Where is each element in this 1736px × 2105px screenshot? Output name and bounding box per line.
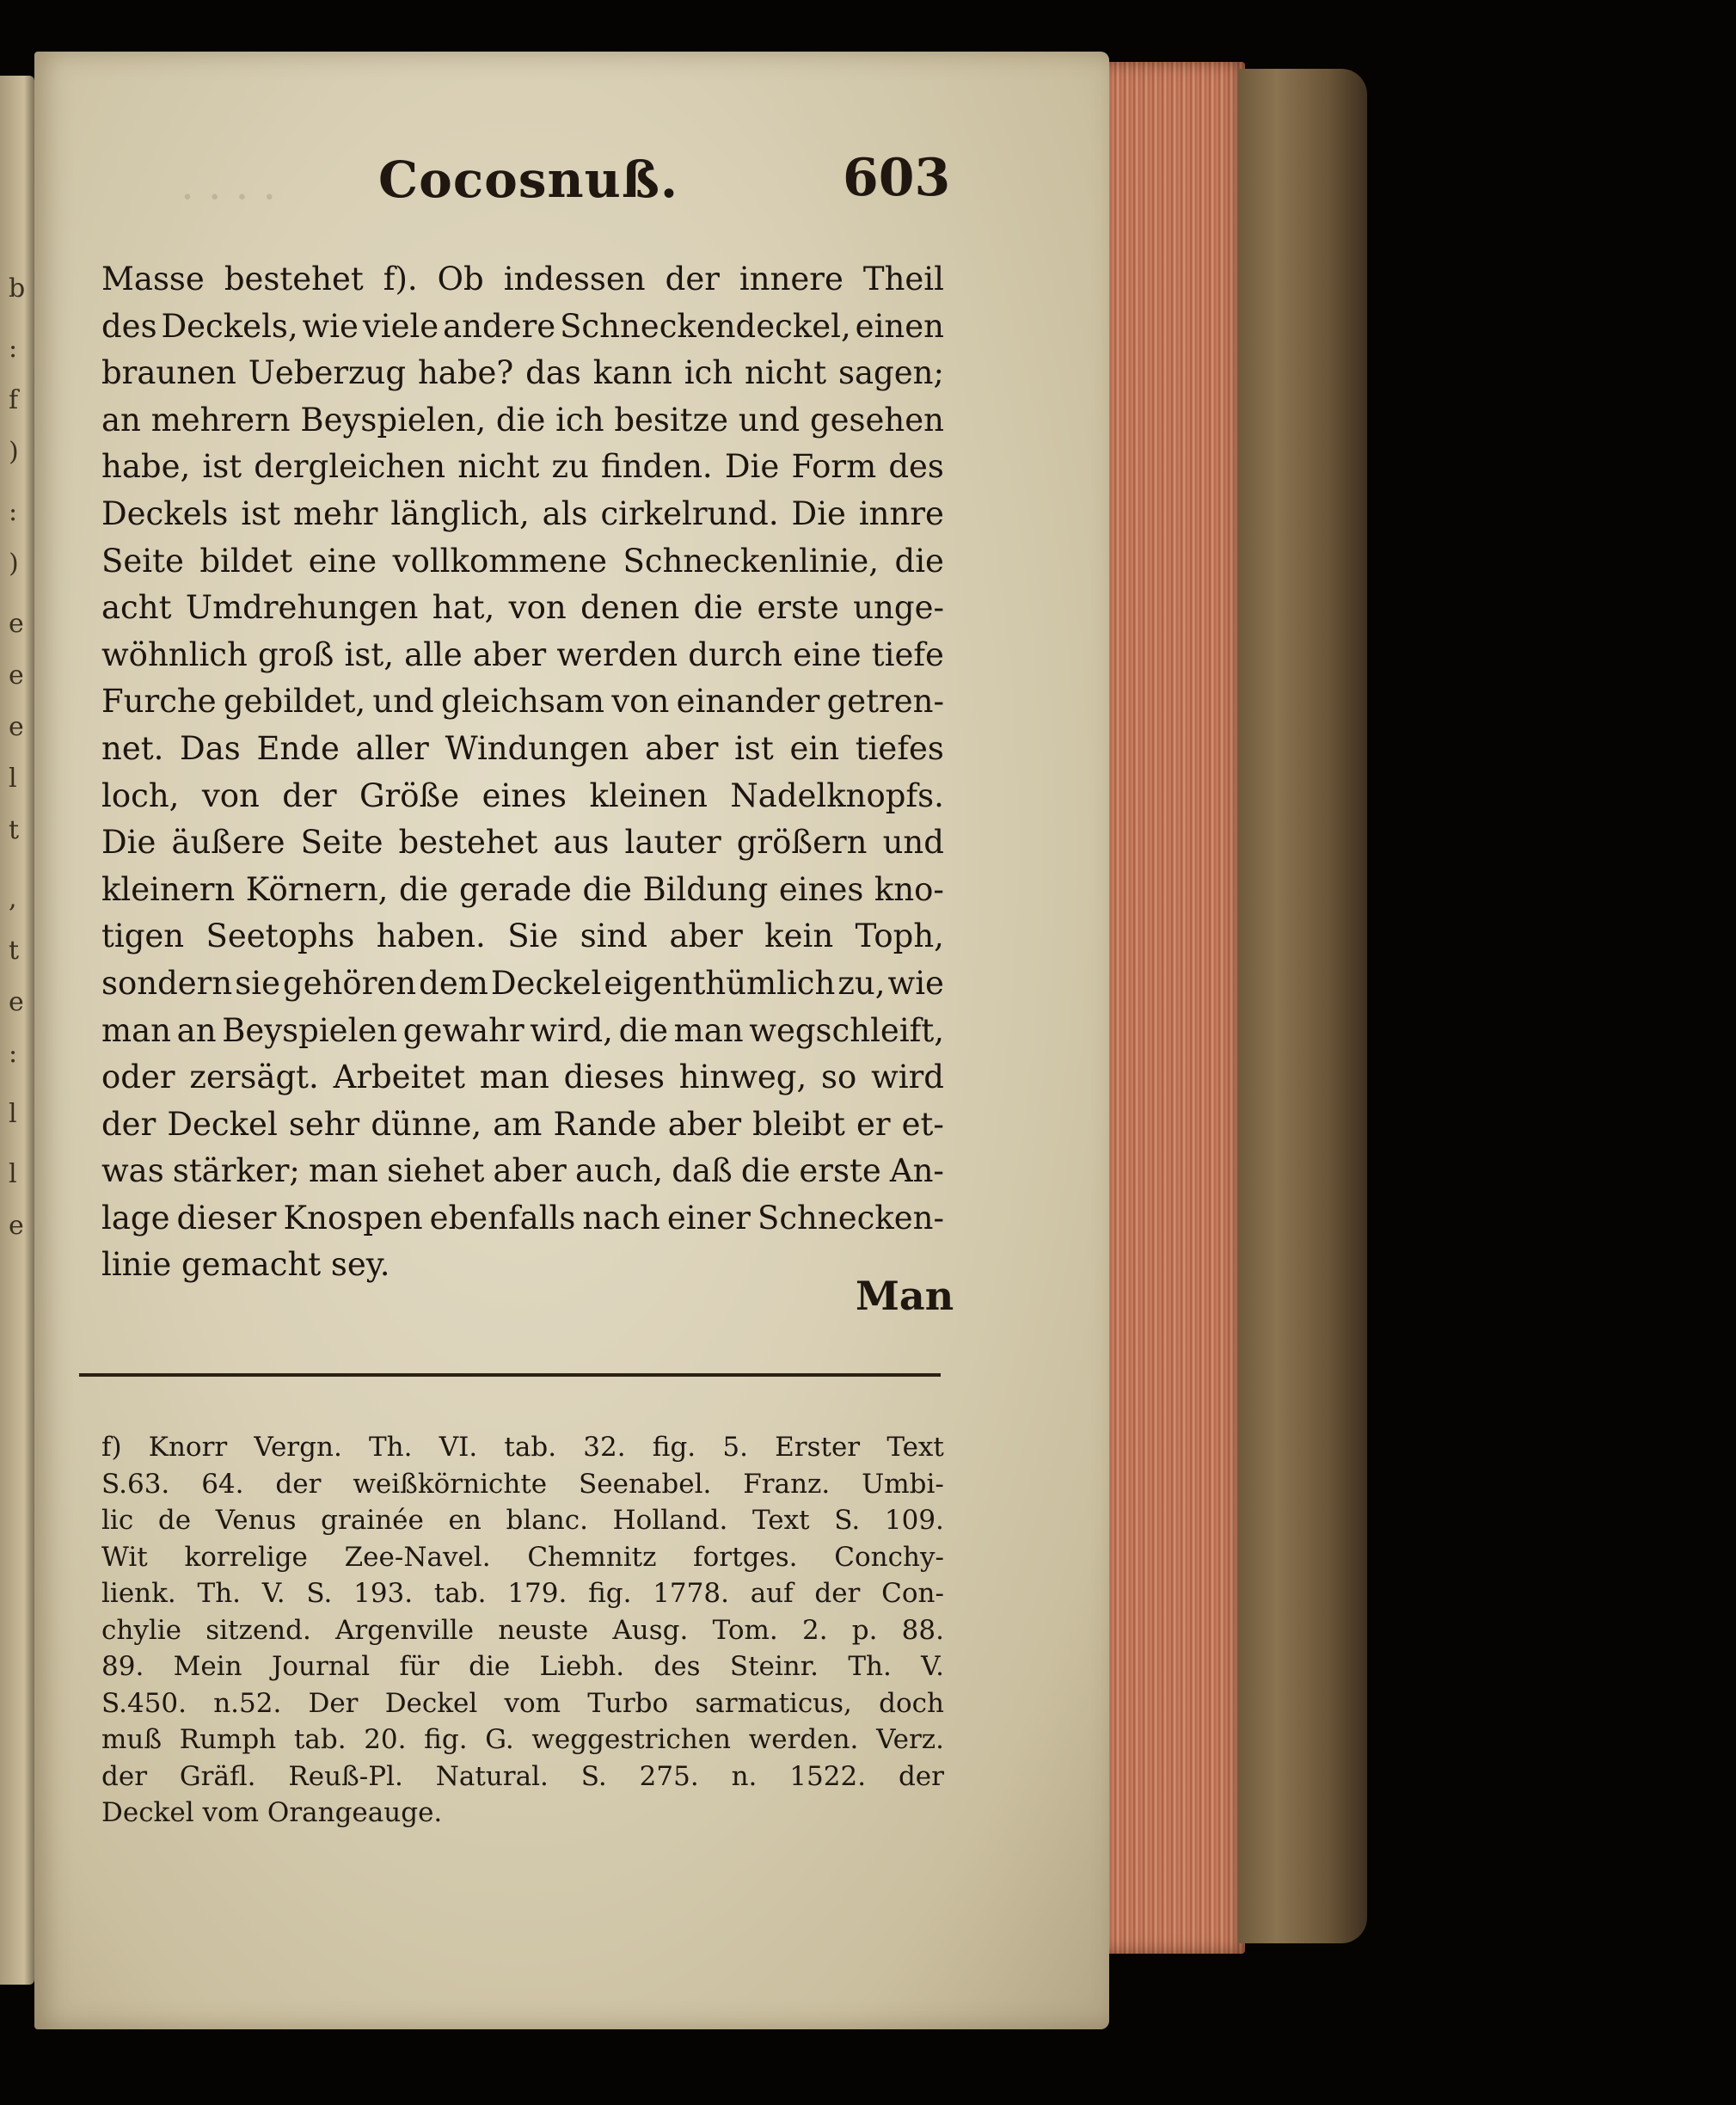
body-text — [101, 256, 944, 1289]
body-line: Seite bildet eine vollkommene Schneckenlinie, die — [101, 542, 944, 580]
body-line: sondern sie gehören dem Deckel eigenthümlich zu, wie — [101, 964, 944, 1002]
fn-line: der Gräfl. Reuß-Pl. Natural. S. 275. n. 1522. der — [101, 1760, 944, 1792]
facing-page-edge — [0, 76, 34, 1985]
body-line: lage dieser Knospen ebenfalls nach einer Schnecken- — [101, 1199, 944, 1237]
fn-line: f) Knorr Vergn. Th. VI. tab. 32. fig. 5. Erster Text — [101, 1432, 944, 1463]
body-line: acht Umdrehungen hat, von denen die erste unge- — [101, 589, 944, 627]
footnote-rule — [79, 1373, 941, 1377]
body-line: wöhnlich groß ist, alle aber werden durch eine tiefe — [101, 635, 944, 673]
fn-line: lic de Venus grainée en blanc. Holland. Text S. 109. — [101, 1505, 944, 1536]
body-line: tigen Seetophs haben. Sie sind aber kein Toph, — [101, 917, 944, 955]
show-through-text: · · · · — [181, 172, 277, 222]
fn-line: lienk. Th. V. S. 193. tab. 179. fig. 1778. auf der Con- — [101, 1578, 944, 1609]
body-line: loch, von der Größe eines kleinen Nadelknopfs. — [101, 776, 944, 814]
body-line: was stärker; man siehet aber auch, daß die erste An- — [101, 1152, 944, 1190]
running-head-title: Cocosnuß. — [378, 150, 679, 209]
fn-line: Wit korrelige Zee-Navel. Chemnitz fortges. Conchy- — [101, 1541, 944, 1573]
body-line: an mehrern Beyspielen, die ich besitze und gesehen — [101, 401, 944, 439]
fn-line: 89. Mein Journal für die Liebh. des Steinr. Th. V. — [101, 1651, 944, 1682]
facing-page-letters: b : f ) : ) e e e l t , t e : l l e — [9, 273, 26, 1241]
fn-line: S.450. n.52. Der Deckel vom Turbo sarmaticus, doch — [101, 1687, 944, 1719]
body-line: linie gemacht sey. — [101, 1246, 390, 1284]
body-line: Furche gebildet, und gleichsam von einander getren- — [101, 683, 944, 721]
fn-line: Deckel vom Orangeauge. — [101, 1797, 443, 1828]
body-line: der Deckel sehr dünne, am Rande aber bleibt er et- — [101, 1105, 944, 1143]
catchword: Man — [856, 1273, 954, 1319]
fn-line: S.63. 64. der weißkörnichte Seenabel. Franz. Umbi- — [101, 1468, 944, 1500]
body-line: oder zersägt. Arbeitet man dieses hinweg, so wird — [101, 1059, 944, 1096]
body-line: Deckels ist mehr länglich, als cirkelrund. Die innre — [101, 494, 944, 532]
body-line: kleinern Körnern, die gerade die Bildung eines kno- — [101, 870, 944, 908]
page-number: 603 — [843, 148, 951, 208]
body-line: braunen Ueberzug habe? das kann ich nicht sagen; — [101, 354, 944, 392]
body-line: habe, ist dergleichen nicht zu finden. Die Form des — [101, 448, 944, 486]
fn-line: muß Rumph tab. 20. fig. G. weggestrichen werden. Verz. — [101, 1724, 944, 1755]
body-line: man an Beyspielen gewahr wird, die man wegschleift, — [101, 1011, 944, 1049]
body-line: Die äußere Seite bestehet aus lauter größern und — [101, 824, 944, 862]
body-line: Masse bestehet f). Ob indessen der innere Theil — [101, 261, 944, 298]
body-line: net. Das Ende aller Windungen aber ist ein tiefes — [101, 729, 944, 767]
body-line: des Deckels, wie viele andere Schneckendeckel, einen — [101, 307, 944, 345]
book-cover-edge — [1238, 69, 1367, 1943]
fn-line: chylie sitzend. Argenville neuste Ausg. Tom. 2. p. 88. — [101, 1614, 944, 1646]
footnote-block — [101, 1429, 944, 1832]
